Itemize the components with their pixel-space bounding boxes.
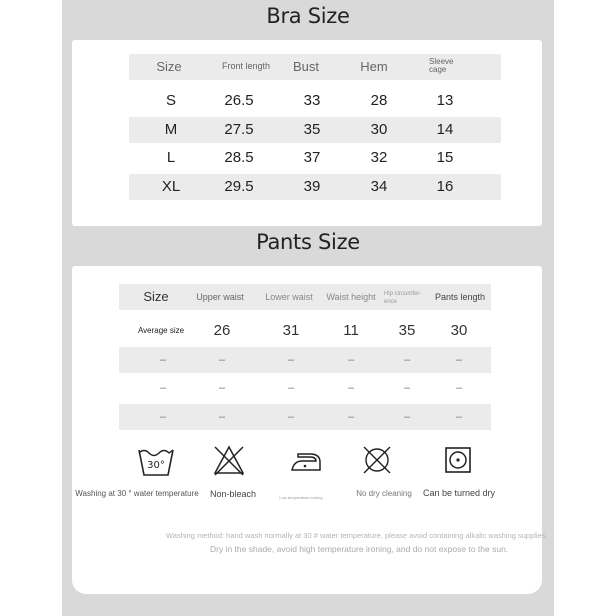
bra-cell-hem: 30: [370, 121, 388, 138]
pants-header-pants-length: Pants length: [434, 292, 486, 302]
bra-header-size: Size: [156, 59, 182, 74]
ironing-label: Low temperature ironing: [279, 495, 323, 500]
bra-cell-size: M: [164, 121, 178, 138]
bra-header-bust: Bust: [292, 59, 320, 74]
bra-cell-hem: 34: [370, 178, 388, 195]
washing-method-note: Washing method: hand wash normally at 30 # water temperature, please avoid containing alkalic washing supplies.: [166, 531, 548, 540]
pants-cell-hip: –: [403, 411, 411, 423]
iron-icon: [288, 448, 324, 474]
bra-cell-front-length: 28.5: [224, 149, 254, 166]
pants-cell-lower-waist: –: [287, 411, 295, 423]
bra-cell-sleeve-cage: 16: [436, 178, 454, 195]
pants-header-upper-waist: Upper waist: [196, 292, 244, 302]
drying-note: Dry in the shade, avoid high temperature ironing, and do not expose to the sun.: [210, 544, 509, 554]
pants-cell-lower-waist: 31: [282, 322, 300, 339]
bra-header-sleeve-cage: Sleeve cage: [429, 57, 454, 74]
bra-cell-bust: 37: [303, 149, 321, 166]
pants-cell-waist-height: –: [347, 411, 355, 423]
no-dry-clean-icon: [360, 444, 394, 476]
pants-cell-pants-length: –: [455, 382, 463, 394]
washing-label: Washing at 30 ° water temperature: [75, 489, 199, 498]
pants-cell-lower-waist: –: [287, 354, 295, 366]
pants-header-row: [119, 284, 491, 310]
bra-row: [129, 174, 501, 200]
bra-header-front-length: Front length: [221, 61, 271, 71]
bra-row: [129, 88, 501, 114]
bra-cell-bust: 35: [303, 121, 321, 138]
pants-header-waist-height: Waist height: [326, 292, 376, 302]
bra-cell-bust: 39: [303, 178, 321, 195]
pants-cell-hip: –: [403, 354, 411, 366]
pants-row: [119, 404, 491, 430]
pants-row: [119, 318, 491, 344]
pants-cell-pants-length: –: [455, 354, 463, 366]
bra-row: [129, 145, 501, 171]
bra-cell-size: L: [166, 149, 176, 166]
pants-size-title: Pants Size: [256, 230, 360, 254]
pants-cell-hip: –: [403, 382, 411, 394]
pants-cell-upper-waist: –: [218, 382, 226, 394]
pants-cell-label: –: [159, 411, 167, 423]
pants-cell-upper-waist: 26: [213, 322, 231, 339]
bra-header-row: [129, 54, 501, 80]
wash-tub-icon: [136, 444, 176, 478]
bra-cell-sleeve-cage: 15: [436, 149, 454, 166]
wash-temp-text: 30°: [147, 460, 165, 471]
bra-cell-front-length: 29.5: [224, 178, 254, 195]
pants-cell-lower-waist: –: [287, 382, 295, 394]
pants-header-size: Size: [143, 289, 169, 304]
pants-cell-pants-length: –: [455, 411, 463, 423]
bra-cell-front-length: 27.5: [224, 121, 254, 138]
bra-cell-hem: 32: [370, 149, 388, 166]
tumble-dry-label: Can be turned dry: [422, 488, 496, 498]
pants-cell-waist-height: –: [347, 382, 355, 394]
pants-cell-hip: 35: [398, 322, 416, 339]
bra-cell-size: S: [165, 92, 177, 109]
pants-row: [119, 347, 491, 373]
bra-size-title: Bra Size: [266, 4, 350, 28]
pants-cell-label: –: [159, 382, 167, 394]
no-bleach-icon: [212, 444, 246, 476]
tumble-dry-icon: [443, 446, 473, 474]
no-dry-clean-label: No dry cleaning: [356, 489, 412, 498]
pants-header-lower-waist: Lower waist: [265, 292, 313, 302]
pants-cell-upper-waist: –: [218, 354, 226, 366]
bra-cell-sleeve-cage: 14: [436, 121, 454, 138]
pants-cell-label: Average size: [137, 326, 185, 335]
non-bleach-label: Non-bleach: [209, 489, 257, 499]
pants-cell-label: –: [159, 354, 167, 366]
pants-header-hip: Hip circumfer- ence: [384, 291, 422, 305]
bra-row: [129, 117, 501, 143]
pants-cell-pants-length: 30: [450, 322, 468, 339]
pants-row: [119, 375, 491, 401]
bra-cell-hem: 28: [370, 92, 388, 109]
bra-header-hem: Hem: [360, 59, 388, 74]
bra-cell-sleeve-cage: 13: [436, 92, 454, 109]
bra-cell-front-length: 26.5: [224, 92, 254, 109]
bra-cell-size: XL: [161, 178, 181, 195]
pants-cell-waist-height: 11: [343, 322, 359, 339]
pants-cell-upper-waist: –: [218, 411, 226, 423]
pants-cell-waist-height: –: [347, 354, 355, 366]
bra-cell-bust: 33: [303, 92, 321, 109]
